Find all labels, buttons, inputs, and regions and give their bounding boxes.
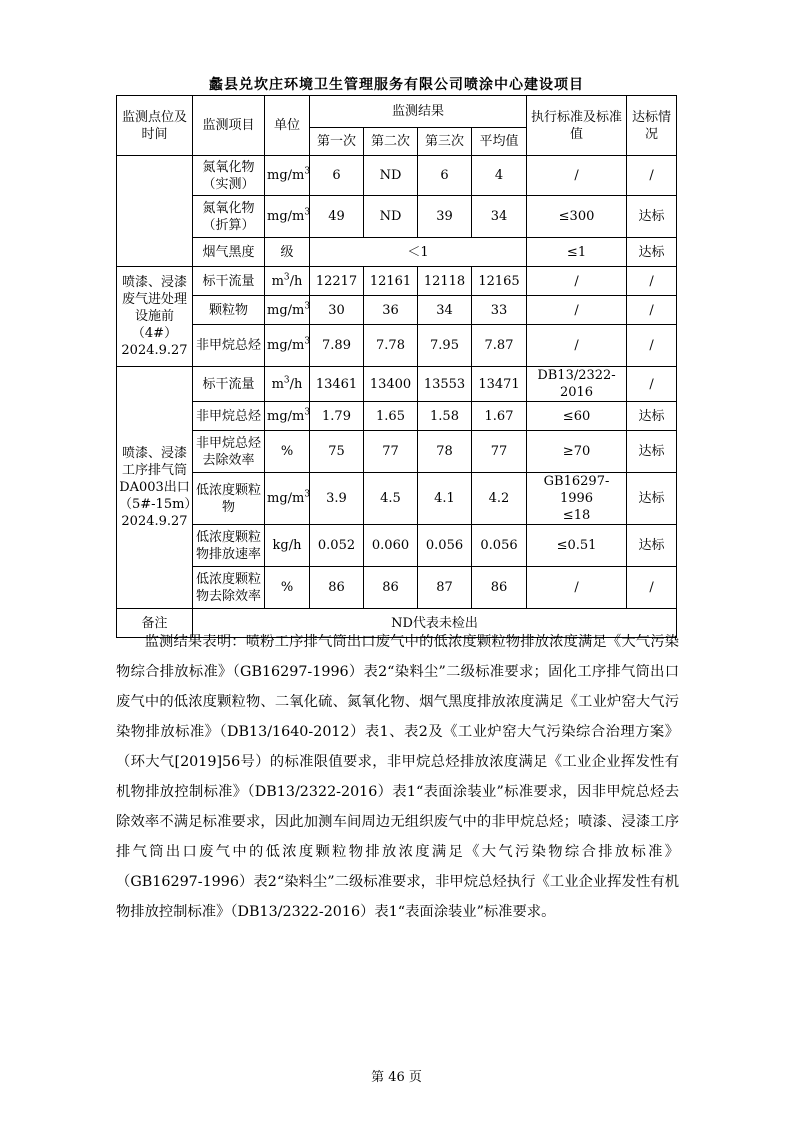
item-cell: 标干流量 xyxy=(193,367,265,402)
unit-sup: 3 xyxy=(283,375,290,386)
unit-sup: 3 xyxy=(283,272,290,283)
value-2: 12161 xyxy=(364,267,418,296)
table-row xyxy=(117,267,677,296)
table-header-row xyxy=(117,96,677,128)
value-1: 13461 xyxy=(310,367,364,402)
location-cell: 喷漆、浸漆废气进处理设施前（4#）2024.9.27 xyxy=(117,267,193,367)
value-3: 12118 xyxy=(418,267,472,296)
value-1: 7.89 xyxy=(310,325,364,367)
table-row xyxy=(117,567,677,609)
value-1: 75 xyxy=(310,431,364,473)
unit-sup: 3 xyxy=(304,489,311,500)
value-3: 6 xyxy=(418,156,472,196)
unit-sup: 3 xyxy=(304,407,311,418)
item-cell: 标干流量 xyxy=(193,267,265,296)
unit-cell: 级 xyxy=(265,238,310,267)
value-1: 30 xyxy=(310,296,364,325)
value-1: 1.79 xyxy=(310,402,364,431)
standard-cell: / xyxy=(527,296,627,325)
conclusion-paragraph xyxy=(116,627,679,927)
compliance-cell: / xyxy=(627,567,677,609)
value-2: 86 xyxy=(364,567,418,609)
value-3: 39 xyxy=(418,196,472,238)
header-average: 平均值 xyxy=(472,128,527,156)
value-average: 4.2 xyxy=(472,473,527,525)
standard-cell: ≥70 xyxy=(527,431,627,473)
unit-base: mg/m xyxy=(267,338,305,353)
compliance-cell: 达标 xyxy=(627,196,677,238)
unit-cell xyxy=(265,402,310,431)
header-standard: 执行标准及标准值 xyxy=(527,96,627,156)
standard-cell: DB13/2322-2016 xyxy=(527,367,627,402)
value-average: 86 xyxy=(472,567,527,609)
value-2: 1.65 xyxy=(364,402,418,431)
unit-base: m xyxy=(271,376,284,392)
unit-cell: % xyxy=(265,567,310,609)
standard-line-1: GB16297-1996 xyxy=(543,474,610,506)
value-average: 7.87 xyxy=(472,325,527,367)
item-cell: 低浓度颗粒物 xyxy=(193,473,265,525)
table-row xyxy=(117,325,677,367)
compliance-cell: 达标 xyxy=(627,473,677,525)
unit-cell: kg/h xyxy=(265,525,310,567)
standard-cell: / xyxy=(527,156,627,196)
page-number: 第 46 页 xyxy=(371,1070,422,1085)
unit-cell xyxy=(265,156,310,196)
value-average: 34 xyxy=(472,196,527,238)
standard-cell: / xyxy=(527,567,627,609)
unit-cell xyxy=(265,196,310,238)
standard-cell: ≤1 xyxy=(527,238,627,267)
table-row xyxy=(117,367,677,402)
compliance-cell: / xyxy=(627,267,677,296)
compliance-cell: / xyxy=(627,325,677,367)
location-cell: 喷漆、浸漆工序排气筒DA003出口（5#-15m）2024.9.27 xyxy=(117,367,193,609)
value-3: 1.58 xyxy=(418,402,472,431)
unit-tail: /h xyxy=(289,273,303,289)
conclusion-text: 监测结果表明：喷粉工序排气筒出口废气中的低浓度颗粒物排放浓度满足《大气污染物综合排放标准》（GB16297-1996）表2“染料尘”二级标准要求；固化工序排气筒出口废气中的低浓度颗粒物、二氧化硫、氮氧化物、烟气黑度排放浓度满足《工业炉窑大气污染物排放标准》（DB13/1640-2012）表1、表2及《工业炉窑大气污染综合治理方案》（环大气[2019]56号）的标准限值要求，非甲烷总烃排放浓度满足《工业企业挥发性有机物排放控制标准》（DB13/2322-2016）表1“表面涂装业”标准要求，因非甲烷总烃去除效率不满足标准要求，因此加测车间周边无组织废气中的非甲烷总烃；喷漆、浸漆工序排气筒出口废气中的低浓度颗粒物排放浓度满足《大气污染物综合排放标准》（GB16297-1996）表2“染料尘”二级标准要求，非甲烷总烃执行《工业企业挥发性有机物排放控制标准》（DB13/2322-2016）表1“表面涂装业”标准要求。 xyxy=(116,634,679,920)
unit-sup: 3 xyxy=(304,336,311,347)
item-cell: 非甲烷总烃 xyxy=(193,402,265,431)
value-average: 4 xyxy=(472,156,527,196)
value-2: 36 xyxy=(364,296,418,325)
table-row xyxy=(117,525,677,567)
value-1: 49 xyxy=(310,196,364,238)
unit-base: m xyxy=(271,273,284,289)
value-average: 77 xyxy=(472,431,527,473)
value-2: ND xyxy=(364,156,418,196)
unit-cell: % xyxy=(265,431,310,473)
value-3: 4.1 xyxy=(418,473,472,525)
unit-cell xyxy=(265,296,310,325)
item-cell: 低浓度颗粒物去除效率 xyxy=(193,567,265,609)
header-first: 第一次 xyxy=(310,128,364,156)
unit-base: mg/m xyxy=(267,491,305,506)
compliance-cell: 达标 xyxy=(627,525,677,567)
unit-sup: 3 xyxy=(304,166,311,177)
value-3: 7.95 xyxy=(418,325,472,367)
header-third: 第三次 xyxy=(418,128,472,156)
unit-base: mg/m xyxy=(267,408,305,424)
remark-label: 备注 xyxy=(117,609,193,638)
page-header: 蠡县兑坎庄环境卫生管理服务有限公司喷涂中心建设项目 xyxy=(209,77,584,93)
value-2: 13400 xyxy=(364,367,418,402)
unit-cell xyxy=(265,367,310,402)
value-2: 7.78 xyxy=(364,325,418,367)
standard-line-2: ≤18 xyxy=(562,508,591,523)
compliance-cell: / xyxy=(627,296,677,325)
value-2: ND xyxy=(364,196,418,238)
merged-value-cell: ＜1 xyxy=(310,238,527,267)
compliance-cell: 达标 xyxy=(627,238,677,267)
value-2: 77 xyxy=(364,431,418,473)
unit-base: mg/m xyxy=(267,302,305,318)
value-3: 87 xyxy=(418,567,472,609)
value-3: 34 xyxy=(418,296,472,325)
header-second: 第二次 xyxy=(364,128,418,156)
table-row xyxy=(117,156,677,196)
value-2: 4.5 xyxy=(364,473,418,525)
header-location: 监测点位及时间 xyxy=(117,96,193,156)
value-average: 33 xyxy=(472,296,527,325)
unit-base: mg/m xyxy=(267,209,305,224)
table-row xyxy=(117,473,677,525)
standard-cell xyxy=(527,473,627,525)
header-item: 监测项目 xyxy=(193,96,265,156)
value-average: 12165 xyxy=(472,267,527,296)
standard-cell: / xyxy=(527,267,627,296)
header-unit: 单位 xyxy=(265,96,310,156)
unit-sup: 3 xyxy=(304,207,311,218)
unit-base: mg/m xyxy=(267,168,305,183)
value-1: 6 xyxy=(310,156,364,196)
item-cell: 非甲烷总烃去除效率 xyxy=(193,431,265,473)
header-compliance: 达标情况 xyxy=(627,96,677,156)
value-1: 3.9 xyxy=(310,473,364,525)
compliance-cell: / xyxy=(627,156,677,196)
value-3: 13553 xyxy=(418,367,472,402)
value-1: 86 xyxy=(310,567,364,609)
unit-cell xyxy=(265,325,310,367)
location-cell-empty xyxy=(117,156,193,267)
value-3: 78 xyxy=(418,431,472,473)
unit-cell xyxy=(265,473,310,525)
table-row xyxy=(117,296,677,325)
value-3: 0.056 xyxy=(418,525,472,567)
value-average: 1.67 xyxy=(472,402,527,431)
monitoring-results-table xyxy=(116,95,677,638)
item-cell: 颗粒物 xyxy=(193,296,265,325)
unit-cell xyxy=(265,267,310,296)
value-1: 0.052 xyxy=(310,525,364,567)
compliance-cell: 达标 xyxy=(627,431,677,473)
unit-tail: /h xyxy=(289,376,303,392)
standard-cell: / xyxy=(527,325,627,367)
table-row xyxy=(117,238,677,267)
compliance-cell: / xyxy=(627,367,677,402)
value-1: 12217 xyxy=(310,267,364,296)
standard-cell: ≤0.51 xyxy=(527,525,627,567)
compliance-cell: 达标 xyxy=(627,402,677,431)
value-2: 0.060 xyxy=(364,525,418,567)
item-cell: 烟气黑度 xyxy=(193,238,265,267)
table-row xyxy=(117,402,677,431)
table-row xyxy=(117,431,677,473)
item-cell: 非甲烷总烃 xyxy=(193,325,265,367)
unit-sup: 3 xyxy=(304,301,311,312)
value-average: 13471 xyxy=(472,367,527,402)
value-average: 0.056 xyxy=(472,525,527,567)
item-cell: 氮氧化物（折算） xyxy=(193,196,265,238)
item-cell: 氮氧化物（实测） xyxy=(193,156,265,196)
item-cell: 低浓度颗粒物排放速率 xyxy=(193,525,265,567)
table-row xyxy=(117,196,677,238)
header-results: 监测结果 xyxy=(310,96,527,128)
remark-text: ND代表未检出 xyxy=(193,609,677,638)
standard-cell: ≤300 xyxy=(527,196,627,238)
standard-cell: ≤60 xyxy=(527,402,627,431)
